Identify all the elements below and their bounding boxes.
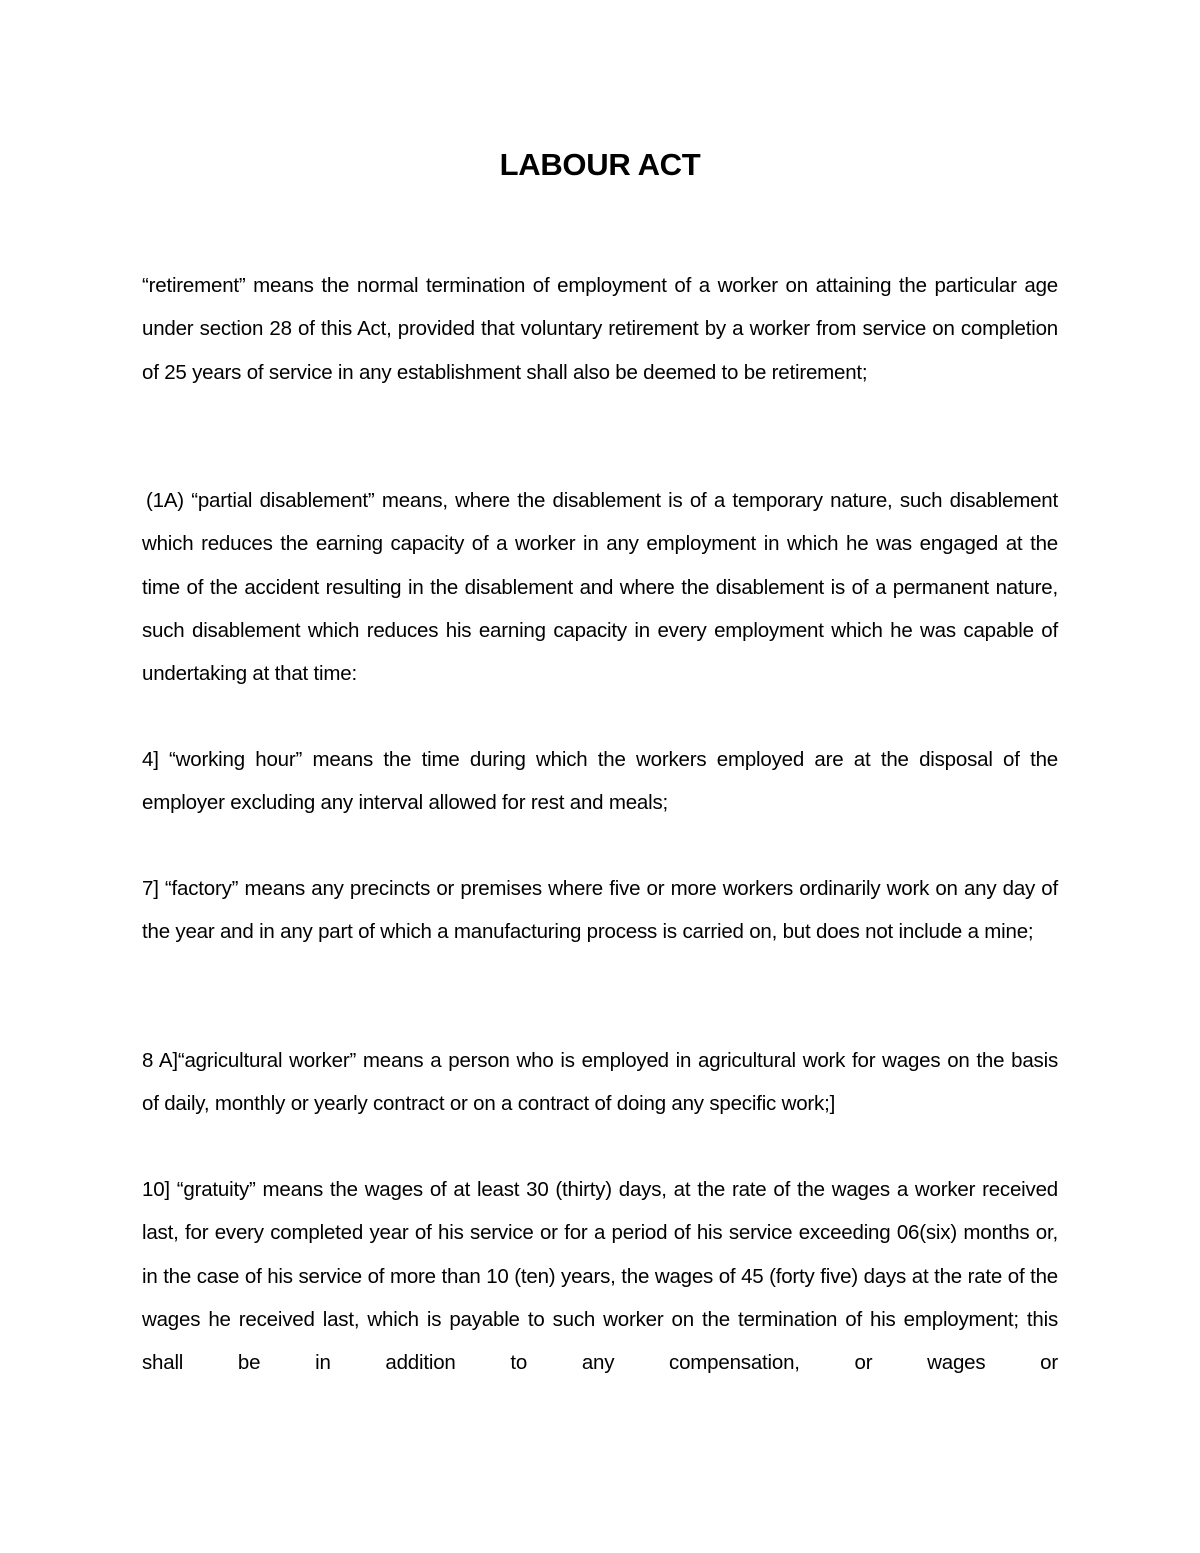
definition-factory: 7] “factory” means any precincts or premises where five or more workers ordinarily work on any day of the year and in any part of which a manufacturing process is carried on, but does not include a mine;	[142, 877, 1058, 944]
document-title: LABOUR ACT	[499, 147, 701, 182]
definition-working-hour: 4] “working hour” means the time during which the workers employed are at the disposal of the employer excluding any interval allowed for rest and meals;	[142, 748, 1058, 815]
definition-retirement: “retirement” means the normal termination of employment of a worker on attaining the particular age under section 28 of this Act, provided that voluntary retirement by a worker from service on completion of 25 years of service in any establishment shall also be deemed to be retirement;	[142, 274, 1058, 384]
definition-agricultural-worker: 8 A]“agricultural worker” means a person who is employed in agricultural work for wages on the basis of daily, monthly or yearly contract or on a contract of doing any specific work;]	[142, 1049, 1058, 1116]
definition-gratuity: 10] “gratuity” means the wages of at least 30 (thirty) days, at the rate of the wages a worker received last, for every completed year of his service or for a period of his service exceeding 06(six) months or, in the case of his service of more than 10 (ten) years, the wages of 45 (forty five) days at the rate of the wages he received last, which is payable to such worker on the termination of his employment; this shall be in addition to any compensation, or wages or	[142, 1178, 1058, 1375]
definition-partial-disablement: (1A) “partial disablement” means, where the disablement is of a temporary nature, such disablement which reduces the earning capacity of a worker in any employment in which he was engaged at the time of the accident resulting in the disablement and where the disablement is of a permanent nature, such disablement which reduces his earning capacity in every employment which he was capable of undertaking at that time:	[142, 489, 1058, 686]
